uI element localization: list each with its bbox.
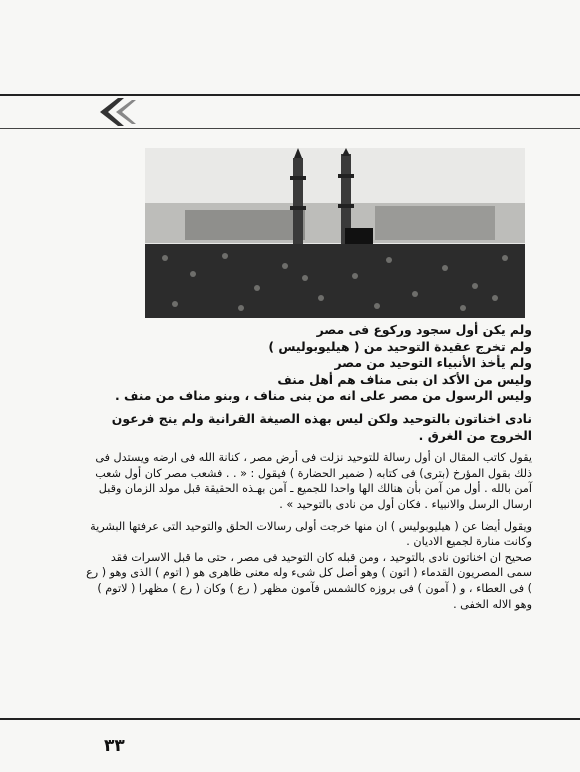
- chevron-left-icon: [98, 96, 138, 128]
- verse-line: ولم تخرج عقيدة التوحيد من ( هيليوبوليس ): [268, 338, 532, 354]
- kaaba-photo: [145, 148, 525, 318]
- footer-rule: [0, 718, 580, 720]
- akhenaten-paragraph: نادى اخناتون بالتوحيد ولكن ليس بهذه الصيغة القرانية ولم ينج فرعون الخروج من الغرق .: [111, 410, 532, 443]
- page-number: ٣٣: [104, 736, 125, 756]
- paragraph: يقول كاتب المقال ان أول رسالة للتوحيد نزلت فى أرض مصر ، كنانة الله فى ارضه ويستدل فى ذلك بقول المؤرخ (بترى) فى كتابه ( ضمير الحضارة ) فيقول : « . . فشعب مصر كان أول شعب آمن بالله . أول من آمن بأن هنالك الها واحدا للجميع ـ آمن بهـذه الحقيقة قبل مولد الزمان وقبل ارسال الرسل والانبياء . فكان أول من نادى بالتوحيد » .: [95, 451, 532, 511]
- header-rule-bottom: [0, 128, 580, 129]
- paragraph: صحيح ان اخناتون نادى بالتوحيد ، ومن قبله كان التوحيد فى مصر ، حتى ما قبل الاسرات فقد سمى المصريون القدماء ( اتون ) وهو أصل كل شىء وله معنى ظاهرى هو ( اتوم ) الذى وهو ( رع ) فى العطاء ، و ( آمون ) فى بروزه كالشمس فآمون مظهر ( رع ) وكان ( رع ) مظهرا ( لاتوم ) وهو الاله الخفى .: [86, 550, 532, 611]
- verse-line: وليس من الأكد ان بنى مناف هم أهل منف: [277, 371, 532, 387]
- header-rule-top: [0, 94, 580, 96]
- paragraph: ويقول أيضا عن ( هيليوبوليس ) ان منها خرجت أولى رسالات الحلق والتوحيد التى عرفتها البشرية وكانت منارة لجميع الاديان .: [90, 519, 532, 549]
- article-body: [84, 322, 532, 612]
- verse-line: وليس الرسول من مصر على انه من بنى مناف ، وبنو مناف من منف .: [114, 388, 532, 404]
- verse-line: ولم يكن أول سجود وركوع فى مصر: [316, 322, 532, 337]
- verse-line: ولم يأخذ الأنبياء التوحيد من مصر: [334, 355, 532, 371]
